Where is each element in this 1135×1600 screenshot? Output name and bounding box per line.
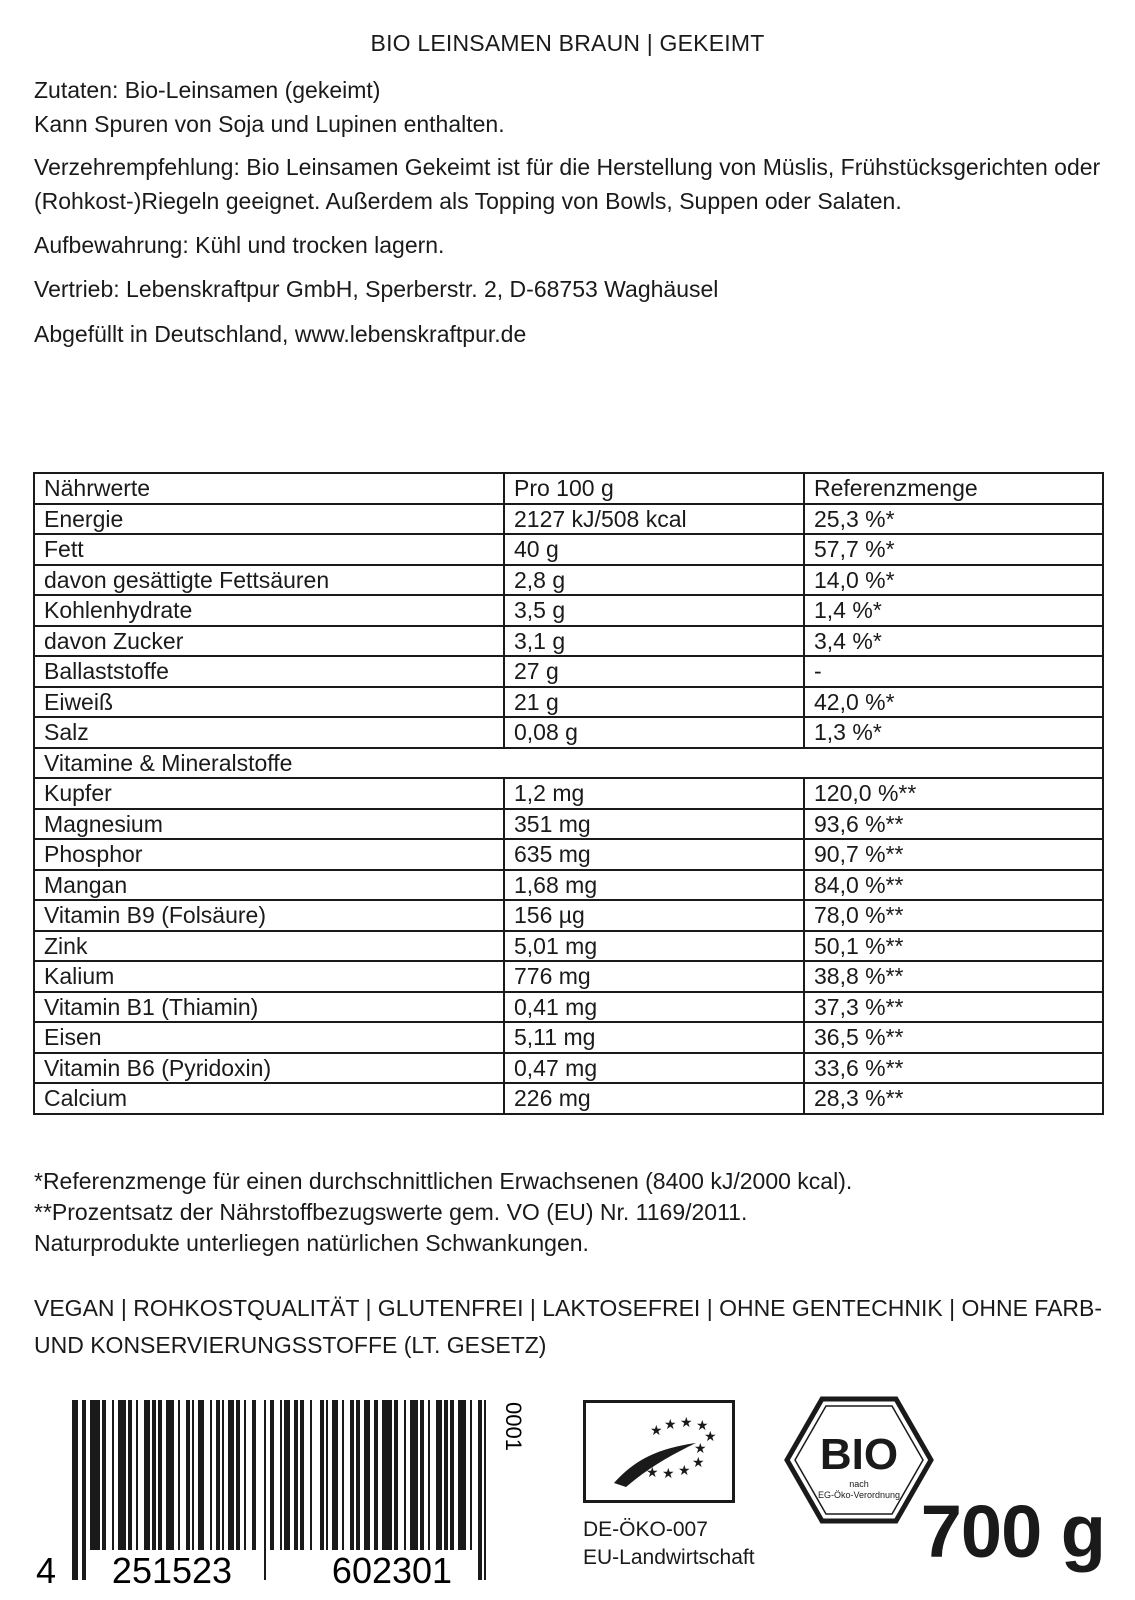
distributor-label: Vertrieb: <box>34 276 120 302</box>
eu-code-number: DE-ÖKO-007 <box>583 1518 708 1541</box>
nutrient-name: Kupfer <box>34 778 504 809</box>
per-100g-value: 5,01 mg <box>504 931 804 962</box>
table-row <box>34 870 1103 901</box>
barcode-group-1: 251523 <box>111 1550 233 1590</box>
nutrient-name: Eiweiß <box>34 687 504 718</box>
barcode-bar <box>102 1400 106 1550</box>
table-row <box>34 839 1103 870</box>
bottled-in-text: Abgefüllt in Deutschland, www.lebenskraftpur.de <box>34 321 527 347</box>
svg-text:★: ★ <box>662 1466 675 1482</box>
table-header-row <box>34 473 1103 504</box>
usage-recommendation <box>34 150 1104 218</box>
nutrient-name: Phosphor <box>34 839 504 870</box>
barcode-bar <box>382 1400 392 1550</box>
eu-control-code <box>583 1516 755 1572</box>
table-row <box>34 809 1103 840</box>
barcode-bar <box>236 1400 240 1550</box>
per-100g-value: 40 g <box>504 534 804 565</box>
per-100g-value: 3,1 g <box>504 626 804 657</box>
barcode-bar <box>192 1400 194 1550</box>
barcode-bar <box>300 1400 304 1550</box>
barcode-bar <box>82 1400 86 1580</box>
per-100g-value: 776 mg <box>504 961 804 992</box>
bio-seal-sub-2: EG-Öko-Verordnung <box>817 1490 901 1500</box>
svg-text:★: ★ <box>646 1465 659 1481</box>
barcode-bar <box>470 1400 472 1550</box>
table-row <box>34 656 1103 687</box>
reference-value: 90,7 %** <box>804 839 1103 870</box>
barcode-first-digit: 4 <box>35 1550 57 1590</box>
barcode-bar <box>326 1400 328 1550</box>
barcode-bar <box>458 1400 466 1550</box>
barcode-bar <box>450 1400 454 1550</box>
nutrient-name: Nährwerte <box>34 473 504 504</box>
table-row <box>34 1053 1103 1084</box>
barcode-bar <box>310 1400 312 1550</box>
nutrition-table <box>33 472 1104 1115</box>
per-100g-value: 27 g <box>504 656 804 687</box>
storage-label: Aufbewahrung: <box>34 232 189 258</box>
per-100g-value: 226 mg <box>504 1083 804 1114</box>
per-100g-value: 1,68 mg <box>504 870 804 901</box>
per-100g-value: 0,47 mg <box>504 1053 804 1084</box>
reference-value: 25,3 %* <box>804 504 1103 535</box>
nutrient-name: Vitamin B6 (Pyridoxin) <box>34 1053 504 1084</box>
reference-value: 93,6 %** <box>804 809 1103 840</box>
nutrient-name: davon gesättigte Fettsäuren <box>34 565 504 596</box>
table-row <box>34 1022 1103 1053</box>
barcode-bar <box>228 1400 234 1550</box>
nutrient-name: Energie <box>34 504 504 535</box>
barcode-bar <box>264 1400 266 1580</box>
barcode-bar <box>428 1400 430 1550</box>
nutrient-name: Ballaststoffe <box>34 656 504 687</box>
table-row <box>34 534 1103 565</box>
product-title: BIO LEINSAMEN BRAUN | GEKEIMT <box>370 30 765 56</box>
table-section-row <box>34 748 1103 779</box>
reference-value: 37,3 %** <box>804 992 1103 1023</box>
barcode-bar <box>374 1400 378 1550</box>
barcode-bar <box>128 1400 132 1550</box>
table-row <box>34 626 1103 657</box>
table-row <box>34 504 1103 535</box>
bio-seal-logo <box>784 1395 934 1525</box>
barcode-bar <box>410 1400 418 1550</box>
barcode-bar <box>152 1400 156 1550</box>
nutrient-name: Magnesium <box>34 809 504 840</box>
svg-text:★: ★ <box>664 1417 677 1433</box>
eu-organic-logo <box>583 1400 735 1503</box>
barcode-bar <box>222 1400 224 1550</box>
barcode-bar <box>178 1400 180 1550</box>
barcode-bar <box>478 1400 482 1580</box>
barcode-bar <box>244 1400 246 1550</box>
nutrient-name: Eisen <box>34 1022 504 1053</box>
reference-value: 42,0 %* <box>804 687 1103 718</box>
reference-value: 57,7 %* <box>804 534 1103 565</box>
distributor-line <box>34 272 1104 306</box>
reference-value: 50,1 %** <box>804 931 1103 962</box>
reference-value: 84,0 %** <box>804 870 1103 901</box>
barcode-bar <box>112 1400 114 1550</box>
distributor-text: Lebenskraftpur GmbH, Sperberstr. 2, D-68753 Waghäusel <box>119 276 719 302</box>
barcode-bar <box>186 1400 190 1550</box>
per-100g-value: 3,5 g <box>504 595 804 626</box>
barcode-bar <box>144 1400 150 1550</box>
allergen-note: Kann Spuren von Soja und Lupinen enthalten. <box>34 111 505 137</box>
svg-text:★: ★ <box>692 1455 705 1471</box>
reference-value: Referenzmenge <box>804 473 1103 504</box>
barcode-bar <box>350 1400 354 1550</box>
nutrient-name: Kalium <box>34 961 504 992</box>
svg-text:★: ★ <box>694 1441 707 1457</box>
nutrient-name: Vitamin B9 (Folsäure) <box>34 900 504 931</box>
barcode-bar <box>198 1400 204 1550</box>
per-100g-value: 2,8 g <box>504 565 804 596</box>
svg-text:★: ★ <box>678 1463 691 1479</box>
barcode-bar <box>404 1400 406 1550</box>
barcode-bar <box>280 1400 282 1550</box>
reference-value: 3,4 %* <box>804 626 1103 657</box>
ingredients-line <box>34 73 1104 107</box>
per-100g-value: 5,11 mg <box>504 1022 804 1053</box>
barcode-group-2: 602301 <box>331 1550 453 1590</box>
section-label: Vitamine & Mineralstoffe <box>34 748 1103 779</box>
per-100g-value: 2127 kJ/508 kcal <box>504 504 804 535</box>
nutrient-name: Calcium <box>34 1083 504 1114</box>
barcode-bar <box>394 1400 398 1550</box>
per-100g-value: 156 µg <box>504 900 804 931</box>
footnotes <box>34 1166 852 1259</box>
nutrient-name: Vitamin B1 (Thiamin) <box>34 992 504 1023</box>
per-100g-value: Pro 100 g <box>504 473 804 504</box>
reference-value: 1,3 %* <box>804 717 1103 748</box>
ingredients-label: Zutaten: <box>34 77 119 103</box>
nutrient-name: Mangan <box>34 870 504 901</box>
reference-value: 120,0 %** <box>804 778 1103 809</box>
barcode-bar <box>252 1400 256 1550</box>
barcode-bar <box>320 1400 324 1550</box>
nutrient-name: Zink <box>34 931 504 962</box>
product-claims: VEGAN | ROHKOSTQUALITÄT | GLUTENFREI | LAKTOSEFREI | OHNE GENTECHNIK | OHNE FARB- UND KONSERVIERUNGSSTOFFE (LT. GESETZ) <box>34 1295 1103 1358</box>
barcode-bar <box>136 1400 138 1550</box>
nutrient-name: Fett <box>34 534 504 565</box>
reference-value: 1,4 %* <box>804 595 1103 626</box>
usage-label: Verzehrempfehlung: <box>34 154 240 180</box>
table-row <box>34 900 1103 931</box>
eu-origin: EU-Landwirtschaft <box>583 1546 755 1569</box>
barcode-bar <box>332 1400 338 1550</box>
barcode-side-code: 0001 <box>501 1402 526 1451</box>
per-100g-value: 0,41 mg <box>504 992 804 1023</box>
barcode-bar <box>158 1400 162 1550</box>
reference-value: 36,5 %** <box>804 1022 1103 1053</box>
barcode-bar <box>364 1400 370 1550</box>
nutrient-name: Kohlenhydrate <box>34 595 504 626</box>
nutrient-name: Salz <box>34 717 504 748</box>
barcode-bar <box>216 1400 220 1550</box>
nutrient-name: davon Zucker <box>34 626 504 657</box>
barcode-bar <box>294 1400 298 1550</box>
storage-text: Kühl und trocken lagern. <box>188 232 445 258</box>
barcode-bar <box>210 1400 212 1550</box>
footnote-reference: *Referenzmenge für einen durchschnittlichen Erwachsenen (8400 kJ/2000 kcal). <box>34 1168 853 1194</box>
barcode-bar <box>118 1400 126 1550</box>
table-row <box>34 717 1103 748</box>
product-info <box>34 73 1104 141</box>
barcode-bar <box>90 1400 100 1550</box>
barcode-bar <box>444 1400 448 1550</box>
reference-value: - <box>804 656 1103 687</box>
usage-text: Bio Leinsamen Gekeimt ist für die Herstellung von Müslis, Frühstücksgerichten oder (Rohkost-)Riegeln geeignet. Außerdem als Topping von Bowls, Suppen oder Salaten. <box>34 154 1101 214</box>
table-row <box>34 992 1103 1023</box>
svg-text:★: ★ <box>704 1429 717 1445</box>
table-row <box>34 931 1103 962</box>
reference-value: 78,0 %** <box>804 900 1103 931</box>
footnote-natural: Naturprodukte unterliegen natürlichen Schwankungen. <box>34 1230 589 1256</box>
table-row <box>34 595 1103 626</box>
table-row <box>34 687 1103 718</box>
per-100g-value: 635 mg <box>504 839 804 870</box>
per-100g-value: 21 g <box>504 687 804 718</box>
reference-value: 28,3 %** <box>804 1083 1103 1114</box>
barcode-bar <box>484 1400 486 1580</box>
barcode-bar <box>270 1400 274 1550</box>
reference-value: 38,8 %** <box>804 961 1103 992</box>
svg-text:★: ★ <box>650 1423 663 1439</box>
per-100g-value: 1,2 mg <box>504 778 804 809</box>
barcode <box>32 1400 532 1590</box>
eu-leaf-stars-icon <box>586 1403 732 1500</box>
barcode-bar <box>420 1400 424 1550</box>
reference-value: 33,6 %** <box>804 1053 1103 1084</box>
svg-text:★: ★ <box>696 1418 709 1434</box>
bio-seal-text: BIO <box>819 1430 899 1479</box>
table-row <box>34 1083 1103 1114</box>
storage-line <box>34 228 1104 262</box>
barcode-bar <box>356 1400 360 1550</box>
table-row <box>34 778 1103 809</box>
ingredients-text: Bio-Leinsamen (gekeimt) <box>118 77 381 103</box>
barcode-bar <box>284 1400 290 1550</box>
barcode-bar <box>342 1400 344 1550</box>
net-weight: 700 g <box>920 1490 1105 1573</box>
footnote-nrv: **Prozentsatz der Nährstoffbezugswerte gem. VO (EU) Nr. 1169/2011. <box>34 1199 748 1225</box>
svg-text:★: ★ <box>680 1415 693 1431</box>
bottled-in-line <box>34 317 1104 351</box>
per-100g-value: 351 mg <box>504 809 804 840</box>
table-row <box>34 565 1103 596</box>
bio-seal-sub-1: nach <box>849 1479 869 1489</box>
barcode-bar <box>436 1400 442 1550</box>
table-row <box>34 961 1103 992</box>
barcode-bar <box>72 1400 78 1580</box>
barcode-bar <box>166 1400 174 1550</box>
reference-value: 14,0 %* <box>804 565 1103 596</box>
per-100g-value: 0,08 g <box>504 717 804 748</box>
